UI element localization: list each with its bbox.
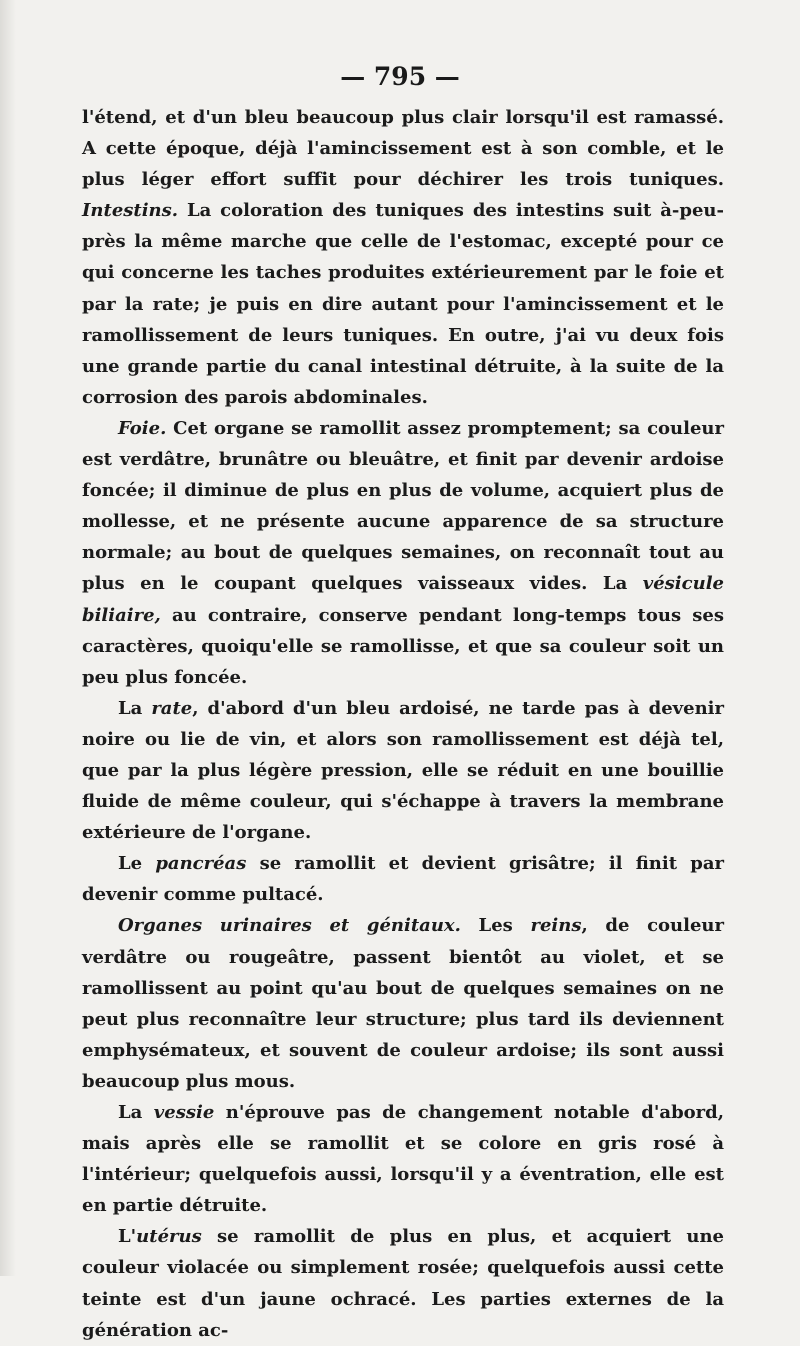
paragraph-vessie [82, 1097, 724, 1221]
text-run: au contraire, conserve pendant long-temps tous ses caractères, quoiqu'elle se ramollisse, et que sa couleur soit un peu plus foncée. [82, 604, 724, 688]
text-run: La [118, 1102, 154, 1123]
paragraph-uterus [82, 1221, 724, 1345]
body-text [82, 102, 724, 1346]
text-run: Le [118, 853, 156, 875]
text-run: L' [118, 1226, 137, 1248]
text-run: , de couleur verdâtre ou rougeâtre, passent bientôt au violet, et se ramollissent au point qu'au bout de quelques semaines on ne peut plus reconnaître leur structure; plus tard ils deviennent emphysémateux, et souvent de couleur ardoise; ils sont aussi beaucoup plus mous. [82, 915, 724, 1092]
italic-term: Organes urinaires et génitaux. [118, 915, 461, 937]
text-run: se ramollit de plus en plus, et acquiert une couleur violacée ou simplement rosée; quelquefois aussi cette teinte est d'un jaune ochracé. Les parties externes de la génération ac- [82, 1226, 724, 1341]
italic-term: Intestins. [82, 200, 179, 222]
text-run: La [118, 697, 152, 719]
scan-edge [0, 0, 16, 1276]
italic-term: vésicule biliaire, [82, 573, 724, 626]
italic-term: pancréas [155, 853, 247, 875]
text-run: La coloration des tuniques des intestins suit à-peu-près la même marche que celle de l'estomac, excepté pour ce qui concerne les taches produites extérieurement par le foie et par la rate; je puis en dire autant pour l'amincissement et le ramollissement de leurs tuniques. En outre, j'ai vu deux fois une grande partie du canal intestinal détruite, à la suite de la corrosion des parois abdominales. [82, 200, 724, 408]
text-run: l'étend, et d'un bleu beaucoup plus clair lorsqu'il est ramassé. A cette époque, déjà l'amincissement est à son comble, et le plus léger effort suffit pour déchirer les trois tuniques. [82, 107, 724, 191]
text-run: n'éprouve pas de changement notable d'abord, mais après elle se ramollit et se colore en gris rosé à l'intérieur; quelquefois aussi, lorsqu'il y a éventration, elle est en partie détruite. [82, 1102, 724, 1217]
italic-term: rate [151, 697, 193, 719]
paragraph-pancreas [82, 848, 724, 910]
paragraph-rate [82, 693, 724, 848]
text-run: Cet organe se ramollit assez promptement; sa couleur est verdâtre, brunâtre ou bleuâtre, et finit par devenir ardoise foncée; il diminue de plus en plus de volume, acquiert plus de mollesse, et ne présente aucune apparence de sa structure normale; au bout de quelques semaines, on reconnaît tout au plus en le coupant quelques vaisseaux vides. La [82, 417, 724, 595]
text-run: se ramollit et devient grisâtre; il finit par devenir comme pultacé. [82, 853, 724, 906]
italic-term: vessie [153, 1102, 215, 1123]
text-run: Les [460, 915, 531, 937]
text-run: , d'abord d'un bleu ardoisé, ne tarde pas à devenir noire ou lie de vin, et alors son ramollissement est déjà tel, que par la plus légère pression, elle se réduit en une bouillie fluide de même couleur, qui s'échappe à travers la membrane extérieure de l'organe. [82, 697, 724, 844]
italic-term: Foie. [118, 417, 167, 439]
page-number: — 795 — [340, 62, 460, 91]
paragraph-foie [82, 413, 724, 693]
italic-term: utérus [136, 1226, 202, 1248]
paragraph-intestins [82, 102, 724, 413]
italic-term: reins [530, 915, 582, 937]
paragraph-organes-urinaires [82, 910, 724, 1097]
